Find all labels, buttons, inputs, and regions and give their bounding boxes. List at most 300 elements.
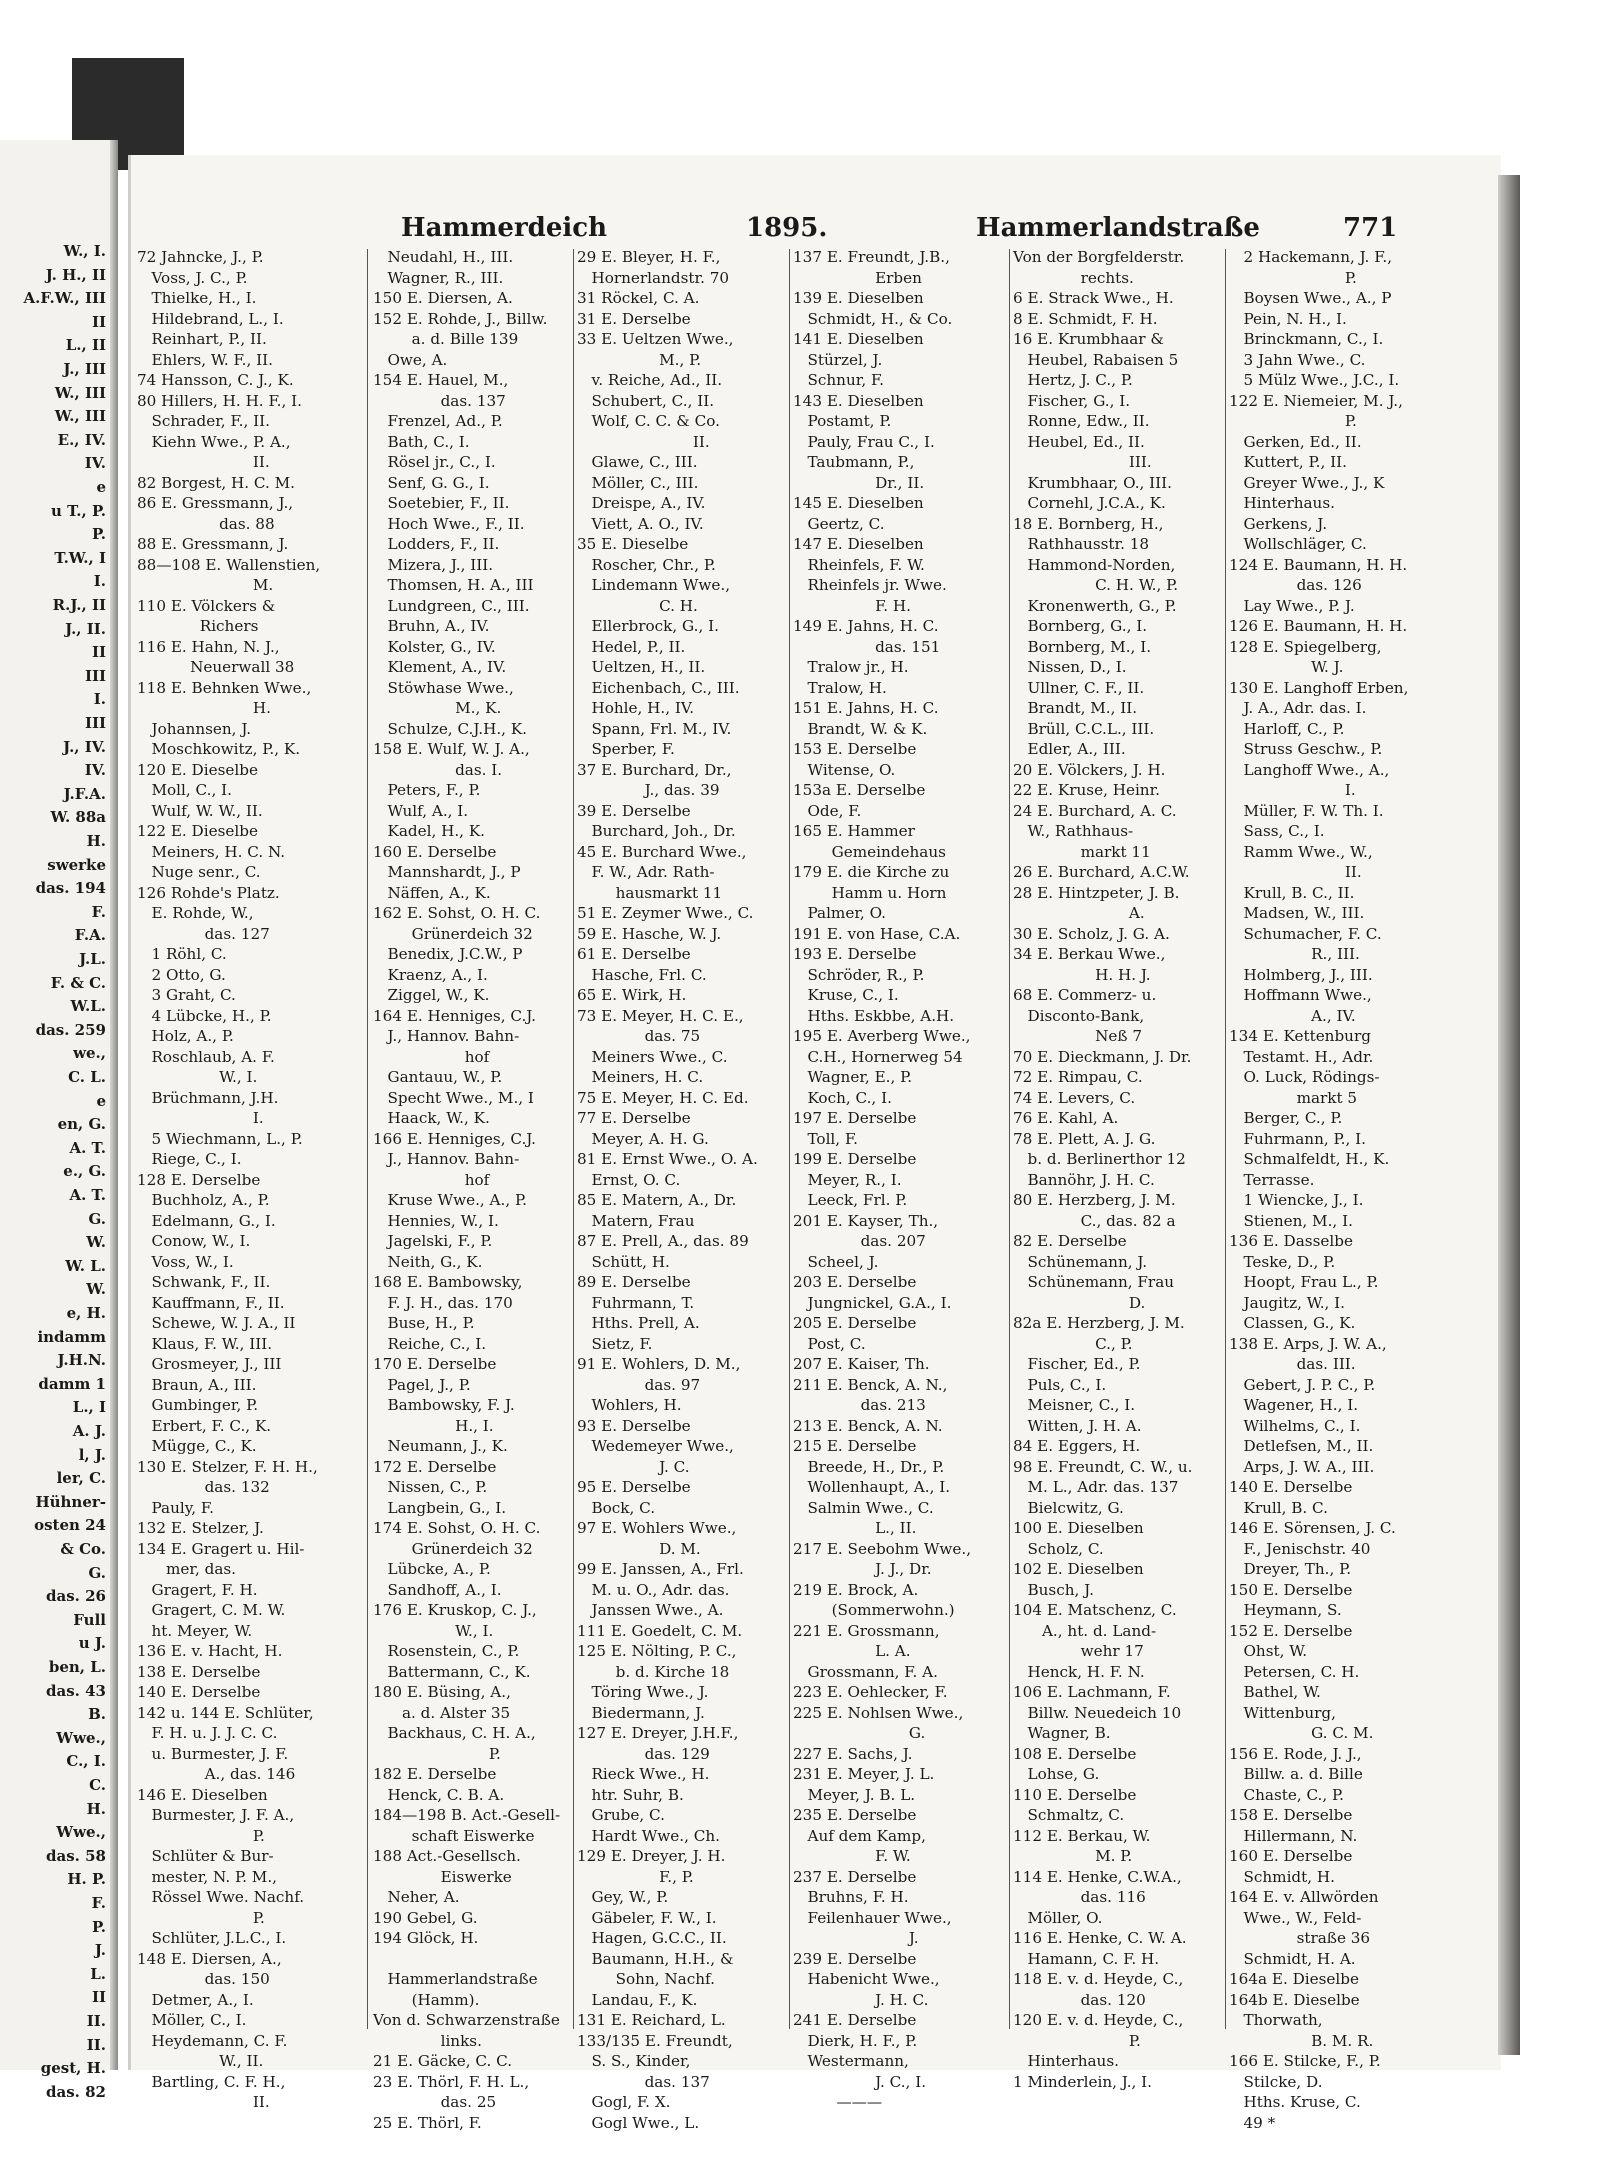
directory-entry-line: Bath, C., I. — [373, 432, 470, 451]
directory-entry-line: F. W. — [793, 1847, 911, 1865]
directory-entry-line: Gogl, F. X. — [577, 2093, 671, 2111]
directory-entry-line: F. H. u. J. J. C. C. — [137, 1724, 278, 1742]
directory-entry-line: 140 E. Derselbe — [1229, 1478, 1353, 1496]
directory-entry-line: J. A., Adr. das. I. — [1229, 699, 1367, 717]
left-page-fragment-line: e — [96, 1091, 106, 1110]
directory-entry-line: J., Hannov. Bahn- — [373, 1150, 520, 1168]
directory-entry-line: 6 E. Strack Wwe., H. — [1013, 289, 1174, 307]
directory-entry-line: 122 E. Niemeier, M. J., — [1229, 391, 1403, 410]
directory-entry-line: 24 E. Burchard, A. C. — [1013, 801, 1177, 820]
left-page-fragment-line: T.W., I — [54, 548, 106, 567]
directory-entry-line: 75 E. Meyer, H. C. Ed. — [577, 1088, 749, 1107]
directory-entry-line: C.H., Hornerweg 54 — [793, 1047, 963, 1066]
directory-entry-line: Langhoff Wwe., A., — [1229, 760, 1390, 779]
directory-entry-line: ht. Meyer, W. — [137, 1621, 253, 1640]
directory-entry-line: Hardt Wwe., Ch. — [577, 1826, 721, 1845]
directory-entry-line: Schumacher, F. C. — [1229, 924, 1382, 943]
directory-entry-line: 166 E. Stilcke, F., P. — [1229, 2052, 1381, 2070]
directory-entry-line: das. 88 — [137, 514, 275, 533]
left-page-fragment-line: A. T. — [69, 1138, 106, 1157]
directory-entry-line: Grosmeyer, J., III — [137, 1355, 282, 1373]
directory-entry-line: das. III. — [1229, 1355, 1356, 1373]
directory-entry-line: Bielcwitz, G. — [1013, 1498, 1124, 1517]
directory-entry-line: 118 E. Behnken Wwe., — [137, 678, 312, 697]
directory-entry-line: Westermann, — [793, 2052, 909, 2070]
directory-entry-line: Sperber, F. — [577, 740, 675, 758]
directory-entry-line: I. — [1229, 781, 1356, 799]
directory-entry-line: F. H. — [793, 596, 911, 615]
directory-entry-line: 88 E. Gressmann, J. — [137, 535, 289, 553]
directory-entry-line: Detlefsen, M., II. — [1229, 1437, 1374, 1455]
directory-entry-line: Koch, C., I. — [793, 1088, 892, 1107]
directory-entry-line: M. u. O., Adr. das. — [577, 1580, 730, 1599]
directory-entry-line: 158 E. Derselbe — [1229, 1806, 1353, 1824]
directory-entry-line: 149 E. Jahns, H. C. — [793, 617, 939, 635]
directory-entry-line: Ronne, Edw., II. — [1013, 412, 1150, 430]
directory-entry-line: Grünerdeich 32 — [373, 1539, 533, 1558]
left-page-fragment-line: I. — [93, 690, 106, 709]
directory-entry-line: mer, das. — [137, 1560, 236, 1578]
left-page-fragment-line: C. L. — [68, 1068, 106, 1086]
directory-entry-line: markt 11 — [1013, 842, 1151, 861]
directory-entry-line: 130 E. Stelzer, F. H. H., — [137, 1457, 318, 1476]
directory-entry-line: Brüll, C.C.L., III. — [1013, 719, 1155, 738]
directory-entry-line: 39 E. Derselbe — [577, 801, 691, 820]
directory-entry-line: 118 E. v. d. Heyde, C., — [1013, 1970, 1184, 1988]
directory-entry-line: straße 36 — [1229, 1929, 1371, 1947]
directory-entry-line: F., Jenischstr. 40 — [1229, 1539, 1371, 1558]
directory-entry-line: Kadel, H., K. — [373, 822, 486, 840]
directory-entry-line: Rosenstein, C., P. — [373, 1642, 520, 1660]
directory-entry-line: 104 E. Matschenz, C. — [1013, 1601, 1177, 1619]
directory-entry-line: Sandhoff, A., I. — [373, 1580, 502, 1599]
directory-entry-line: b. d. Kirche 18 — [577, 1662, 730, 1681]
directory-entry-line: Sohn, Nachf. — [577, 1970, 715, 1988]
directory-entry-line: Edelmann, G., I. — [137, 1211, 276, 1230]
directory-entry-line: 128 E. Spiegelberg, — [1229, 637, 1382, 656]
directory-entry-line: Arps, J. W. A., III. — [1229, 1457, 1375, 1476]
directory-entry-line: Tralow, H. — [793, 678, 887, 697]
directory-entry-line: das. 150 — [137, 1970, 270, 1988]
left-page-fragment-line: J., II. — [65, 619, 106, 638]
directory-entry-line: 20 E. Völckers, J. H. — [1013, 760, 1166, 779]
directory-entry-line: Edler, A., III. — [1013, 740, 1126, 758]
directory-entry-line: J. H. C. — [793, 1990, 929, 2009]
left-page-fragment-line: II — [91, 1988, 106, 2007]
directory-entry-line: Rheinfels, F. W. — [793, 555, 925, 574]
directory-entry-line: 164a E. Dieselbe — [1229, 1970, 1359, 1988]
directory-entry-line: A., das. 146 — [137, 1765, 296, 1783]
directory-entry-line: 114 E. Henke, C.W.A., — [1013, 1867, 1182, 1886]
column-divider — [1009, 249, 1010, 2029]
directory-entry-line: Gantauu, W., P. — [373, 1068, 503, 1086]
directory-entry-line: Hennies, W., I. — [373, 1211, 499, 1230]
left-page-fragment-line: F. — [91, 902, 106, 921]
directory-entry-line: das. 97 — [577, 1375, 701, 1394]
directory-entry-line: 110 E. Derselbe — [1013, 1785, 1137, 1804]
directory-entry-line: Harloff, C., P. — [1229, 719, 1345, 738]
left-page-fragment-line: G. — [88, 1563, 106, 1582]
directory-entry-line: Gerken, Ed., II. — [1229, 432, 1362, 451]
directory-entry-line: Meyer, J. B. L. — [793, 1785, 916, 1804]
directory-entry-line: 141 E. Dieselben — [793, 330, 924, 348]
left-page-fragment-line: J.F.A. — [63, 784, 106, 803]
directory-entry-line: Schmidt, H. A. — [1229, 1949, 1356, 1968]
directory-entry-line: Braun, A., III. — [137, 1375, 257, 1394]
left-page-fragment-line: das. 82 — [46, 2082, 106, 2101]
directory-entry-line: J., Hannov. Bahn- — [373, 1027, 520, 1045]
directory-entry-line: 195 E. Averberg Wwe., — [793, 1027, 971, 1045]
directory-entry-line: 184—198 B. Act.-Gesell- — [373, 1806, 561, 1824]
directory-entry-line: Stilcke, D. — [1229, 2072, 1323, 2091]
directory-entry-line: 35 E. Dieselbe — [577, 535, 689, 553]
directory-entry-line: Struss Geschw., P. — [1229, 740, 1383, 758]
directory-entry-line: 139 E. Dieselben — [793, 289, 924, 307]
directory-entry-line: Benedix, J.C.W., P — [373, 945, 523, 963]
directory-entry-line: 172 E. Derselbe — [373, 1457, 497, 1476]
directory-entry-line: Kronenwerth, G., P. — [1013, 596, 1177, 615]
directory-entry-line: 231 E. Meyer, J. L. — [793, 1765, 935, 1783]
directory-entry-line: 153 E. Derselbe — [793, 740, 917, 758]
directory-entry-line: Lohse, G. — [1013, 1765, 1100, 1783]
left-page-fragment-line: P. — [91, 525, 106, 544]
directory-entry-line: P. — [373, 1744, 501, 1763]
directory-entry-line: 34 E. Berkau Wwe., — [1013, 945, 1166, 963]
directory-entry-line: 18 E. Bornberg, H., — [1013, 514, 1164, 533]
page-gutter — [110, 140, 118, 2070]
directory-entry-line: 30 E. Scholz, J. G. A. — [1013, 924, 1170, 943]
directory-entry-line: Hths. Kruse, C. — [1229, 2093, 1361, 2111]
directory-entry-line: 152 E. Derselbe — [1229, 1621, 1353, 1640]
left-page-fragment-line: J., IV. — [63, 737, 106, 756]
directory-entry-line: Haack, W., K. — [373, 1109, 490, 1127]
directory-entry-line: 116 E. Hahn, N. J., — [137, 637, 280, 656]
directory-entry-line: Hammerlandstraße — [373, 1970, 538, 1988]
directory-entry-line: 201 E. Kayser, Th., — [793, 1211, 939, 1230]
directory-entry-line: M., P. — [577, 350, 702, 369]
directory-entry-line: 129 E. Dreyer, J. H. — [577, 1847, 726, 1865]
directory-entry-line: Buchholz, A., P. — [137, 1191, 270, 1209]
left-page-fragment-line: B. — [88, 1705, 106, 1724]
directory-entry-line: Möller, C., III. — [577, 473, 699, 492]
left-page-fragment-line: & Co. — [60, 1540, 106, 1558]
directory-entry-line: Bruhns, F. H. — [793, 1888, 909, 1906]
column-divider — [1225, 249, 1226, 2029]
directory-entry-line: ——— — [793, 2093, 883, 2111]
directory-entry-line: 126 Rohde's Platz. — [137, 883, 280, 902]
directory-entry-line: 215 E. Derselbe — [793, 1437, 917, 1455]
directory-entry-line: II. — [137, 2093, 270, 2111]
directory-entry-line: Ohst, W. — [1229, 1642, 1308, 1660]
directory-entry-line: Baumann, H.H., & — [577, 1949, 734, 1968]
directory-entry-line: Schulze, C.J.H., K. — [373, 719, 528, 738]
directory-entry-line: das. 151 — [793, 637, 941, 656]
directory-entry-line: Scholz, C. — [1013, 1539, 1104, 1558]
directory-entry-line: 170 E. Derselbe — [373, 1355, 497, 1373]
directory-entry-line: 131 E. Reichard, L. — [577, 2011, 726, 2029]
directory-entry-line: 203 E. Derselbe — [793, 1273, 917, 1291]
directory-entry-line: Kuttert, P., II. — [1229, 453, 1347, 471]
directory-entry-line: Spann, Frl. M., IV. — [577, 719, 732, 738]
directory-entry-line: 8 E. Schmidt, F. H. — [1013, 309, 1158, 328]
left-page-fragment-line: e, H. — [66, 1304, 106, 1322]
directory-entry-line: 4 Lübcke, H., P. — [137, 1006, 272, 1025]
left-page-fragment-line: Wwe., — [56, 1728, 106, 1747]
directory-entry-line: Jagelski, F., P. — [373, 1232, 493, 1250]
directory-entry-line: 108 E. Derselbe — [1013, 1744, 1137, 1763]
directory-entry-line: Billw. Neuedeich 10 — [1013, 1703, 1182, 1722]
left-page-fragment-line: u J. — [78, 1634, 106, 1653]
directory-entry-line: Stürzel, J. — [793, 350, 883, 369]
directory-entry-line: Hinterhaus. — [1013, 2052, 1119, 2070]
column-divider — [789, 249, 790, 2029]
directory-entry-line: Auf dem Kamp, — [793, 1826, 926, 1845]
left-page-fragment-line: das. 58 — [46, 1846, 106, 1865]
left-page-fragment-line: osten 24 — [34, 1516, 106, 1535]
directory-entry-line: 136 E. Dasselbe — [1229, 1232, 1353, 1250]
directory-entry-line: a. d. Bille 139 — [373, 330, 519, 348]
directory-entry-line: 148 E. Diersen, A., — [137, 1949, 282, 1968]
left-page-fragment-line: II. — [86, 2012, 106, 2030]
directory-entry-line: 137 E. Freundt, J.B., — [793, 248, 950, 266]
directory-entry-line: 111 E. Goedelt, C. M. — [577, 1621, 743, 1640]
directory-entry-line: Meisner, C., I. — [1013, 1396, 1136, 1414]
directory-entry-line: M. L., Adr. das. 137 — [1013, 1478, 1179, 1496]
left-page-fragment-line: e — [96, 478, 106, 496]
directory-entry-line: Breede, H., Dr., P. — [793, 1457, 945, 1476]
directory-entry-line: 93 E. Derselbe — [577, 1416, 691, 1435]
directory-entry-line: das. 25 — [373, 2093, 497, 2111]
directory-entry-line: D. — [1013, 1293, 1146, 1312]
directory-entry-line: v. Reiche, Ad., II. — [577, 371, 723, 389]
directory-entry-line: P. — [137, 1908, 265, 1927]
left-page-fragment-line: e., G. — [63, 1162, 106, 1181]
directory-entry-line: 86 E. Gressmann, J., — [137, 494, 294, 512]
directory-entry-line: Kruse Wwe., A., P. — [373, 1191, 527, 1209]
directory-entry-line: rechts. — [1013, 268, 1134, 287]
directory-entry-line: Bambowsky, F. J. — [373, 1396, 515, 1414]
directory-entry-line: Schütt, H. — [577, 1252, 670, 1271]
left-page-fragment-line: en, G. — [57, 1115, 106, 1134]
directory-entry-line: 16 E. Krumbhaar & — [1013, 330, 1164, 348]
directory-entry-line: 80 Hillers, H. H. F., I. — [137, 391, 302, 410]
directory-entry-line: 127 E. Dreyer, J.H.F., — [577, 1724, 739, 1742]
directory-entry-line: 1 Röhl, C. — [137, 945, 227, 963]
directory-entry-line: Nissen, D., I. — [1013, 658, 1127, 676]
directory-entry-line: Hillermann, N. — [1229, 1826, 1358, 1845]
directory-entry-line: Matern, Frau — [577, 1211, 695, 1230]
left-page-fragment-line: H. — [86, 832, 106, 850]
directory-entry-line: Burchard, Joh., Dr. — [577, 822, 736, 840]
column-5 — [1013, 247, 1223, 2092]
directory-entry-line: Lübcke, A., P. — [373, 1560, 491, 1578]
directory-entry-line: das. 127 — [137, 924, 270, 943]
directory-entry-line: 31 Röckel, C. A. — [577, 289, 700, 307]
directory-entry-line: Janssen Wwe., A. — [577, 1601, 724, 1619]
directory-entry-line: Gragert, F. H. — [137, 1580, 258, 1599]
directory-entry-line: Ziggel, W., K. — [373, 986, 490, 1004]
directory-entry-line: das. 213 — [793, 1396, 926, 1414]
directory-entry-line: Taubmann, P., — [793, 453, 915, 471]
left-page-fragment-line: H. P. — [67, 1870, 106, 1889]
directory-entry-line: das. 120 — [1013, 1990, 1146, 2009]
left-page-fragment-line: J., III — [63, 360, 106, 378]
left-page-fragment-line: gest, H. — [40, 2059, 106, 2078]
directory-entry-line: 116 E. Henke, C. W. A. — [1013, 1929, 1187, 1947]
directory-entry-line: Lodders, F., II. — [373, 535, 500, 553]
directory-entry-line: 211 E. Benck, A. N., — [793, 1375, 948, 1394]
directory-entry-line: Stöwhase Wwe., — [373, 678, 514, 697]
left-page-fragment-line: H. — [86, 1799, 106, 1818]
directory-entry-line: Billw. a. d. Bille — [1229, 1765, 1363, 1783]
directory-entry-line: Schünemann, J. — [1013, 1252, 1148, 1271]
directory-entry-line: E. Rohde, W., — [137, 904, 254, 922]
directory-entry-line: Hertz, J. C., P. — [1013, 371, 1133, 389]
directory-entry-line: Wagner, E., P. — [793, 1068, 913, 1086]
left-page-fragment-line: indamm — [37, 1327, 106, 1346]
directory-entry-line: Kraenz, A., I. — [373, 965, 488, 984]
directory-entry-line: Pauly, F. — [137, 1498, 214, 1517]
directory-entry-line: Classen, G., K. — [1229, 1314, 1356, 1332]
directory-entry-line: Mannshardt, J., P — [373, 863, 521, 881]
directory-entry-line: Brinckmann, C., I. — [1229, 330, 1384, 348]
directory-entry-line: 73 E. Meyer, H. C. E., — [577, 1006, 744, 1025]
directory-entry-line: 1 Wiencke, J., I. — [1229, 1191, 1364, 1209]
left-page-fragment-line: F.A. — [74, 926, 106, 945]
directory-entry-line: R., III. — [1229, 945, 1360, 963]
directory-entry-line: Geertz, C. — [793, 514, 885, 533]
directory-entry-line: Kiehn Wwe., P. A., — [137, 432, 291, 451]
directory-entry-line: 31 E. Derselbe — [577, 309, 691, 328]
left-page-fragment-line: ben, L. — [48, 1658, 106, 1676]
directory-entry-line: Schubert, C., II. — [577, 391, 715, 410]
directory-entry-line: II. — [577, 432, 710, 451]
directory-entry-line: 122 E. Dieselbe — [137, 822, 258, 840]
directory-entry-line: 59 E. Hasche, W. J. — [577, 924, 722, 943]
directory-entry-line: Cornehl, J.C.A., K. — [1013, 494, 1166, 512]
directory-entry-line: Salmin Wwe., C. — [793, 1498, 934, 1517]
directory-entry-line: P. — [1229, 268, 1357, 287]
directory-entry-line: Senf, G. G., I. — [373, 473, 490, 492]
directory-entry-line: 158 E. Wulf, W. J. A., — [373, 740, 530, 758]
directory-entry-line: Biedermann, J. — [577, 1703, 705, 1722]
directory-entry-line: 82 E. Derselbe — [1013, 1232, 1127, 1250]
directory-entry-line: Nissen, C., P. — [373, 1478, 488, 1496]
directory-entry-line: Kruse, C., I. — [793, 986, 899, 1004]
directory-entry-line: Von der Borgfelderstr. — [1013, 248, 1185, 266]
directory-entry-line: Gogl Wwe., L. — [577, 2113, 700, 2132]
directory-entry-line: 1 Minderlein, J., I. — [1013, 2072, 1153, 2091]
directory-entry-line: Peters, F., P. — [373, 781, 481, 799]
directory-entry-line: 152 E. Rohde, J., Billw. — [373, 309, 548, 328]
directory-entry-line: Eichenbach, C., III. — [577, 678, 740, 697]
directory-entry-line: Hasche, Frl. C. — [577, 965, 707, 984]
directory-entry-line: O. Luck, Rödings- — [1229, 1068, 1380, 1086]
directory-entry-line: Postamt, P. — [793, 412, 892, 430]
left-page-fragment-line: W. — [86, 1233, 106, 1252]
directory-entry-line: L. A. — [793, 1642, 911, 1660]
directory-entry-line: Hths. Eskbbe, A.H. — [793, 1006, 955, 1025]
directory-entry-line: 164b E. Dieselbe — [1229, 1990, 1360, 2009]
directory-entry-line: Gerkens, J. — [1229, 514, 1328, 533]
directory-entry-line: 147 E. Dieselben — [793, 535, 924, 553]
directory-entry-line: 82a E. Herzberg, J. M. — [1013, 1314, 1185, 1332]
directory-entry-line: 150 E. Diersen, A. — [373, 289, 513, 307]
header-year: 1895. — [746, 213, 828, 243]
directory-entry-line: das. 126 — [1229, 576, 1362, 594]
directory-entry-line: 88—108 E. Wallenstien, — [137, 555, 321, 574]
directory-entry-line: Feilenhauer Wwe., — [793, 1908, 952, 1927]
directory-entry-line: 106 E. Lachmann, F. — [1013, 1683, 1171, 1701]
directory-entry-line: Schlüter, J.L.C., I. — [137, 1929, 287, 1947]
directory-entry-line: Disconto-Bank, — [1013, 1006, 1145, 1025]
directory-entry-line: Heydemann, C. F. — [137, 2031, 288, 2050]
directory-entry-line: 217 E. Seebohm Wwe., — [793, 1539, 972, 1558]
directory-entry-line: Schwank, F., II. — [137, 1273, 271, 1291]
directory-entry-line: Krull, B. C., II. — [1229, 883, 1355, 902]
left-page-fragment-line: l, J. — [78, 1445, 106, 1464]
directory-entry-line: Wittenburg, — [1229, 1703, 1336, 1722]
directory-entry-line: Fischer, Ed., P. — [1013, 1355, 1141, 1373]
directory-entry-line: 207 E. Kaiser, Th. — [793, 1355, 930, 1373]
left-page-fragment-line: W., I. — [63, 242, 106, 260]
left-page-fragment-line: C. — [89, 1776, 106, 1794]
directory-entry-line: 100 E. Dieselben — [1013, 1519, 1144, 1537]
directory-entry-line: Klement, A., IV. — [373, 658, 507, 676]
directory-entry-line: 142 u. 144 E. Schlüter, — [137, 1703, 314, 1722]
directory-entry-line: 72 Jahncke, J., P. — [137, 248, 264, 266]
directory-entry-line: Mizera, J., III. — [373, 555, 494, 574]
left-page-fragment-line: III — [84, 666, 106, 685]
directory-entry-line: Frenzel, Ad., P. — [373, 412, 503, 430]
left-page-fragment-line: IV. — [84, 761, 106, 780]
left-page-fragment-line: J. — [94, 1941, 106, 1960]
directory-entry-line: Reiche, C., I. — [373, 1334, 487, 1353]
left-page-fragment-line: L., II — [65, 336, 106, 355]
directory-entry-line: Gemeindehaus — [793, 842, 946, 861]
directory-entry-line: A., IV. — [1229, 1006, 1356, 1025]
directory-entry-line: Bornberg, G., I. — [1013, 617, 1148, 635]
directory-entry-line: 37 E. Burchard, Dr., — [577, 760, 732, 779]
directory-entry-line: I. — [137, 1109, 264, 1127]
directory-entry-line: Bartling, C. F. H., — [137, 2072, 286, 2091]
directory-entry-line: Puls, C., I. — [1013, 1375, 1107, 1394]
directory-entry-line: 199 E. Derselbe — [793, 1150, 917, 1168]
directory-entry-line: Dierk, H. F., P. — [793, 2031, 918, 2050]
directory-entry-line: 133/135 E. Freundt, — [577, 2031, 733, 2050]
page-number: 771 — [1343, 213, 1398, 243]
directory-entry-line: 140 E. Derselbe — [137, 1683, 261, 1701]
directory-entry-line: Petersen, C. H. — [1229, 1662, 1360, 1681]
directory-entry-line: 70 E. Dieckmann, J. Dr. — [1013, 1047, 1192, 1066]
directory-entry-line: 81 E. Ernst Wwe., O. A. — [577, 1150, 758, 1168]
directory-entry-line: Kolster, G., IV. — [373, 637, 496, 656]
directory-entry-line: Müller, F. W. Th. I. — [1229, 801, 1384, 820]
left-page-fragment-line: II. — [86, 2035, 106, 2054]
directory-entry-line: Scheel, J. — [793, 1252, 879, 1271]
directory-entry-line: III. — [1013, 453, 1152, 471]
directory-entry-line: M., K. — [373, 699, 502, 717]
directory-entry-line: H., I. — [373, 1416, 494, 1435]
directory-entry-line: Erbert, F. C., K. — [137, 1416, 272, 1435]
directory-entry-line: markt 5 — [1229, 1088, 1358, 1107]
directory-entry-line: Brüchmann, J.H. — [137, 1088, 279, 1107]
directory-entry-line: Backhaus, C. H. A., — [373, 1724, 536, 1742]
directory-entry-line: 22 E. Kruse, Heinr. — [1013, 781, 1161, 799]
directory-entry-line: 91 E. Wohlers, D. M., — [577, 1355, 741, 1373]
left-page-fragment-line: L. — [90, 1964, 106, 1983]
directory-entry-line: Specht Wwe., M., I — [373, 1088, 534, 1107]
